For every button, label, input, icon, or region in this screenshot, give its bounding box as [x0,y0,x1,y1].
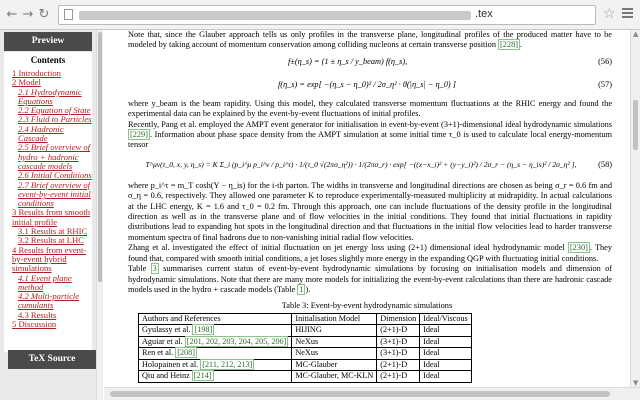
table-header-row [139,313,472,325]
page-icon [64,9,73,20]
paragraph-beam-rapidity: where y_beam is the beam rapidity. Using this model, they calculated transverse momentum fluctuations at the RHIC energy and found the experimental data can be explained by the event-by-event fluctuations of initial profiles. [128,98,612,119]
equation-58-formula: T^μν(τ_0, x, y, η_s) = K Σ_i (p_i^μ p_i^ν / p_i^τ) · 1/(τ_0 √(2πσ_η²)) · 1/(2πσ_r) · exp[ −((x−x_i)² + (y−y_i)²) / 2σ_r − (η_s − η_is)² / 2σ_η² ], [145,159,577,169]
simulations-table [138,313,472,383]
author-cell: Gyulassy et al. [198] [139,325,292,337]
dimension-cell: (2+1)-D [377,325,420,337]
citation-link[interactable]: [208] [177,348,195,358]
dimension-cell: (3+1)-D [377,348,420,360]
toc-link[interactable]: 4.2 Multi-particle cumulants [18,291,80,311]
toc-link[interactable]: 2.5 Brief overview of hydro + hadronic cascade models [18,142,91,171]
table-body [139,325,472,383]
toc-link[interactable]: 1 Introduction [12,68,61,78]
toc-link[interactable]: 2.3 Fluid to Particles [18,114,92,125]
toc-link[interactable]: 2.2 Equation of State [18,105,91,116]
table-header-cell: Initialisation Model [292,313,377,325]
toc-link[interactable]: 3.2 Results at LHC [18,235,84,246]
scroll-up-icon[interactable]: ▲ [633,30,639,38]
toc-link[interactable]: 2.1 Hydrodynamic Equations [18,86,82,106]
table-row [139,371,472,383]
author-cell: Qiu and Heinz [214] [139,371,292,383]
citation-link[interactable]: [230] [569,243,588,253]
init-model-cell: MC-Glauber [292,359,377,371]
citation-link[interactable]: [198] [194,325,213,335]
citation-link[interactable]: [214] [193,371,212,381]
equation-57-formula: f(η_s) = exp[ −(η_s − η_0)² / 2σ_η² · θ(|η_s| − η_0) ] [278,79,456,89]
paragraph-table-summary: Table 3 summarises current status of event-by-event hydrodynamic simulations by focusing on initialisation models and dimension of hydrodynamic simulations. Note that there are many more models for initializing the event-by-event calculations than there are hadronic cascade models used in the hydro + cascade models (Table 1 ). [128,264,613,294]
paragraph-parton-widths: where p_i^τ = m_T cosh(Y − η_is) for the i-th parton. The widths in transverse and longitudinal directions are chosen as being σ_r = 0.6 fm and σ_η = 0.6, respectively. They allowed one parameter K to reproduce experimentally-measured multiplicity at midrapidity. In actual calculations at the LHC energy, K = 1.6 and τ_0 = 0.2 fm. Through this approach, one can include fluctuations of the density profile in the longitudinal direction as well as in the transverse plane and of flow velocities in the initial conditions. They found that initial fluctuations in rapidity distributions lead to expanding hot spots in the longitudinal direction and that fluctuations in the initial flow velocities lead to harder transverse momentum spectra of final hadrons due to non-vanishing initial radial flow velocities. [128,180,612,242]
document-view [104,30,630,387]
citation-link[interactable]: [229] [130,130,148,140]
url-suffix: .tex [475,8,493,20]
dimension-cell: (3+1)-D [377,336,420,348]
equation-56-number: (56) [598,56,612,66]
equation-58-number: (58) [598,159,612,169]
sidebar-scrollbar[interactable] [96,30,103,400]
ideal-viscous-cell: Ideal [420,359,472,371]
author-cell: Holopainen et al. [211, 212, 213] [139,359,292,371]
toc-link[interactable]: 4 Results from event-by-event hybrid simulations [12,244,87,274]
init-model-cell: NeXus [292,348,377,360]
citation-link[interactable]: [228] [500,40,519,50]
toc-link[interactable]: 2.7 Brief overview of event-by-event initial conditions [18,179,91,209]
table-header-cell: Authors and References [139,313,292,325]
table-of-contents [4,52,92,352]
init-model-cell: NeXus [292,336,377,348]
author-cell: Aguiar et al. [201, 202, 203, 204, 205, 206] [139,336,292,348]
equation-58 [128,151,612,181]
tex-source-button[interactable]: TeX Source [8,350,96,369]
url-redacted [79,11,471,20]
init-model-cell: HIJING [292,325,377,337]
ideal-viscous-cell: Ideal [420,371,472,383]
paragraph-glauber: Note that, since the Glauber approach tells us only profiles in the transverse plane, longitudinal profiles of the produced matter have to be modeled by taking account of momentum conservation among colliding nucleons at certain transverse position [228] . [128,30,612,50]
toc-list [4,69,92,329]
reload-icon[interactable]: ↻ [38,7,50,22]
table-caption: Table 3: Event-by-event hydrodynamic simulations [281,301,453,311]
toc-link[interactable]: 2.4 Hadronic Cascade [18,123,64,144]
citation-link[interactable]: [201, 202, 203, 204, 205, 206] [186,336,287,346]
ideal-viscous-cell: Ideal [420,336,472,348]
dimension-cell: (2+1)-D [377,371,420,383]
table-ref-link[interactable]: 3 [152,264,157,274]
toc-link[interactable]: 3 Results from smooth initial profile [12,207,91,227]
author-cell: Ren et al. [208] [139,348,292,360]
horizontal-scrollbar[interactable] [104,387,640,400]
toc-link[interactable]: 4.3 Results [18,309,57,320]
preview-button[interactable]: Preview [4,32,92,51]
back-arrow-icon[interactable]: ← [6,7,18,22]
table-row [139,325,472,337]
equation-57 [128,73,612,99]
equation-56-formula: f±(η_s) = (1 ± η_s / y_beam) f(η_s), [288,56,408,66]
horizontal-scrollbar-thumb[interactable] [110,391,610,397]
table-header-cell: Dimension [377,313,420,325]
toc-link[interactable]: 3.1 Results at RHIC [18,226,88,237]
table-header-cell: Ideal/Viscous [420,313,472,325]
menu-icon[interactable] [622,8,633,20]
table-ref-link[interactable]: 1 [299,284,304,294]
paragraph-zhang: Zhang et al. investigated the effect of initial fluctuation on jet energy loss using (2+1) dimensional ideal hydrodynamic model [230] . They found that, compared with smooth initial conditions, a jet loses slightly more energy in the expanding QGP with fluctuating initial conditions. [128,243,613,263]
sidebar-scrollbar-thumb[interactable] [98,32,102,282]
sidebar [0,30,96,400]
document-scrollbar-thumb[interactable] [633,100,638,150]
table-row [139,336,472,348]
dimension-cell: (2+1)-D [377,359,420,371]
citation-link[interactable]: [211, 212, 213] [202,359,253,369]
equation-56 [128,51,612,73]
toc-link[interactable]: 4.1 Event plane method [18,272,72,292]
table-row [139,348,472,360]
init-model-cell: MC-Glauber, MC-KLN [292,371,377,383]
forward-arrow-icon[interactable]: → [22,7,34,22]
toc-link[interactable]: 5 Discussion [12,319,57,330]
ideal-viscous-cell: Ideal [420,348,472,360]
table-row [139,359,472,371]
address-bar[interactable] [58,5,596,25]
browser-toolbar [0,0,640,30]
toc-link[interactable]: 2.6 Initial Conditions [18,170,92,181]
toc-link[interactable]: 2 Model [12,77,41,88]
document-scrollbar[interactable] [630,30,640,387]
contents-title: Contents [30,55,66,65]
equation-57-number: (57) [598,79,612,89]
ideal-viscous-cell: Ideal [420,325,472,337]
bookmark-star-icon[interactable]: ☆ [603,6,616,22]
paragraph-pang: Recently, Pang et al. employed the AMPT event generator for initialisation in event-by-event (3+1)-dimensional ideal hydrodynamic simulations [229] . Information about phase space density from the AMPT simulation at some initial time τ_0 is used to calculate local energy-momentum tensor [128,119,612,150]
scroll-down-icon[interactable]: ▼ [633,379,639,387]
